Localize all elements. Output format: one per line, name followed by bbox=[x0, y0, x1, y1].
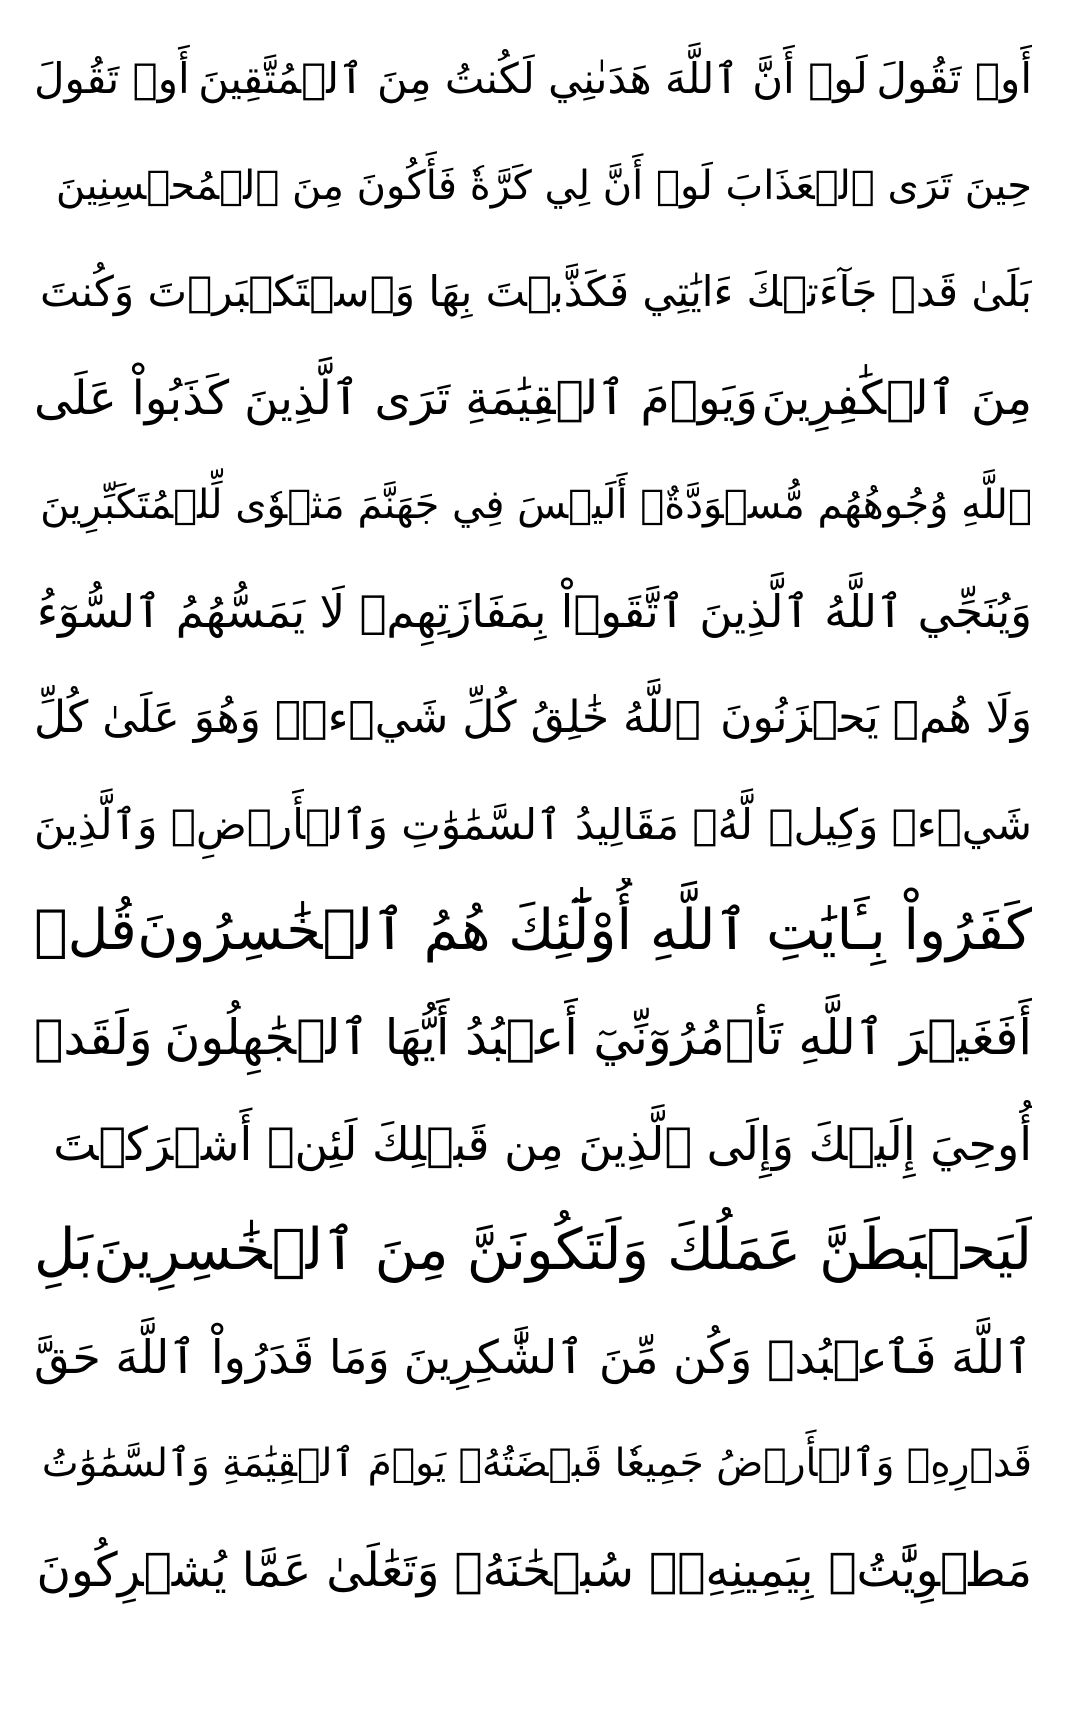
text-line bbox=[34, 1411, 1032, 1518]
verse-segment: وَمَا قَدَرُواْ ٱللَّهَ حَقَّ bbox=[34, 1330, 390, 1385]
verse-segment: وَيَوۡمَ ٱلۡقِيَٰمَةِ تَرَى ٱلَّذِينَ كَذَبُواْ عَلَى bbox=[34, 371, 758, 427]
verse-segment: ٱللَّهُ خَٰلِقُ كُلِّ شَيۡءٖۖ وَهُوَ عَلَىٰ كُلِّ bbox=[34, 692, 702, 744]
verse-segment: كَفَرُواْ بِـَٔايَٰتِ ٱللَّهِ أُوْلَٰٓئِكَ هُمُ ٱلۡخَٰسِرُونَ bbox=[137, 898, 1032, 964]
verse-segment: مِنَ ٱلۡكَٰفِرِينَ bbox=[761, 371, 1032, 427]
verse-segment: حِينَ تَرَى ٱلۡعَذَابَ لَوۡ أَنَّ لِي كَرَّةٗ فَأَكُونَ مِنَ ٱلۡمُحۡسِنِينَ bbox=[55, 162, 1032, 209]
verse-segment: أَوۡ تَقُولَ bbox=[34, 54, 190, 104]
verse-segment: لَوۡ أَنَّ ٱللَّهَ هَدَىٰنِي لَكُنتُ مِنَ ٱلۡمُتَّقِينَ bbox=[198, 54, 868, 104]
verse-segment: بَلِ bbox=[34, 1217, 94, 1284]
verse-segment: قُلۡ bbox=[34, 898, 137, 964]
verse-segment: مَطۡوِيَّٰتُۢ بِيَمِينِهِۦۚ سُبۡحَٰنَهُۥ وَتَعَٰلَىٰ عَمَّا يُشۡرِكُونَ bbox=[36, 1542, 1032, 1598]
verse-segment: ٱللَّهَ فَٱعۡبُدۡ وَكُن مِّنَ ٱلشَّٰكِرِينَ bbox=[403, 1330, 1032, 1385]
verse-segment: قَدۡرِهِۦ وَٱلۡأَرۡضُ جَمِيعٗا قَبۡضَتُهُۥ يَوۡمَ ٱلۡقِيَٰمَةِ وَٱلسَّمَٰوَٰتُ bbox=[41, 1441, 1032, 1487]
verse-lines bbox=[34, 26, 1032, 1624]
text-line bbox=[34, 1091, 1032, 1198]
verse-segment: بَلَىٰ قَدۡ جَآءَتۡكَ ءَايَٰتِي فَكَذَّبۡتَ بِهَا وَٱسۡتَكۡبَرۡتَ وَكُنتَ bbox=[39, 267, 1032, 317]
text-line bbox=[34, 1517, 1032, 1624]
text-line bbox=[34, 1304, 1032, 1411]
text-line bbox=[34, 878, 1032, 985]
verse-segment: وَلَا هُمۡ يَحۡزَنُونَ bbox=[720, 692, 1032, 744]
text-line bbox=[34, 1198, 1032, 1305]
text-line bbox=[34, 772, 1032, 879]
text-line bbox=[34, 452, 1032, 559]
text-line bbox=[34, 665, 1032, 772]
text-line bbox=[34, 239, 1032, 346]
verse-segment: أَفَغَيۡرَ ٱللَّهِ تَأۡمُرُوٓنِّيٓ أَعۡبُدُ أَيُّهَا ٱلۡجَٰهِلُونَ bbox=[164, 1009, 1032, 1067]
verse-segment: شَيۡءٖ وَكِيلٞ bbox=[768, 799, 1032, 849]
verse-segment: وَلَقَدۡ bbox=[34, 1009, 153, 1067]
verse-segment: ٱللَّهِ وُجُوهُهُم مُّسۡوَدَّةٌۚ أَلَيۡسَ فِي جَهَنَّمَ مَثۡوٗى لِّلۡمُتَكَبِّرِينَ bbox=[40, 482, 1032, 529]
text-line bbox=[34, 559, 1032, 666]
text-line bbox=[34, 346, 1032, 453]
verse-segment: لَيَحۡبَطَنَّ عَمَلُكَ وَلَتَكُونَنَّ مِنَ ٱلۡخَٰسِرِينَ bbox=[93, 1217, 1032, 1284]
text-line bbox=[34, 26, 1032, 133]
verse-segment: وَيُنَجِّي ٱللَّهُ ٱلَّذِينَ ٱتَّقَوۡاْ بِمَفَازَتِهِمۡ لَا يَمَسُّهُمُ ٱلسُّوٓءُ bbox=[36, 585, 1032, 639]
verse-segment: أَوۡ تَقُولَ bbox=[876, 54, 1032, 104]
text-line bbox=[34, 985, 1032, 1092]
text-line bbox=[34, 133, 1032, 240]
verse-segment: لَّهُۥ مَقَالِيدُ ٱلسَّمَٰوَٰتِ وَٱلۡأَرۡضِۗ وَٱلَّذِينَ bbox=[34, 799, 753, 849]
verse-segment: أُوحِيَ إِلَيۡكَ وَإِلَى ٱلَّذِينَ مِن قَبۡلِكَ لَئِنۡ أَشۡرَكۡتَ bbox=[53, 1117, 1032, 1172]
